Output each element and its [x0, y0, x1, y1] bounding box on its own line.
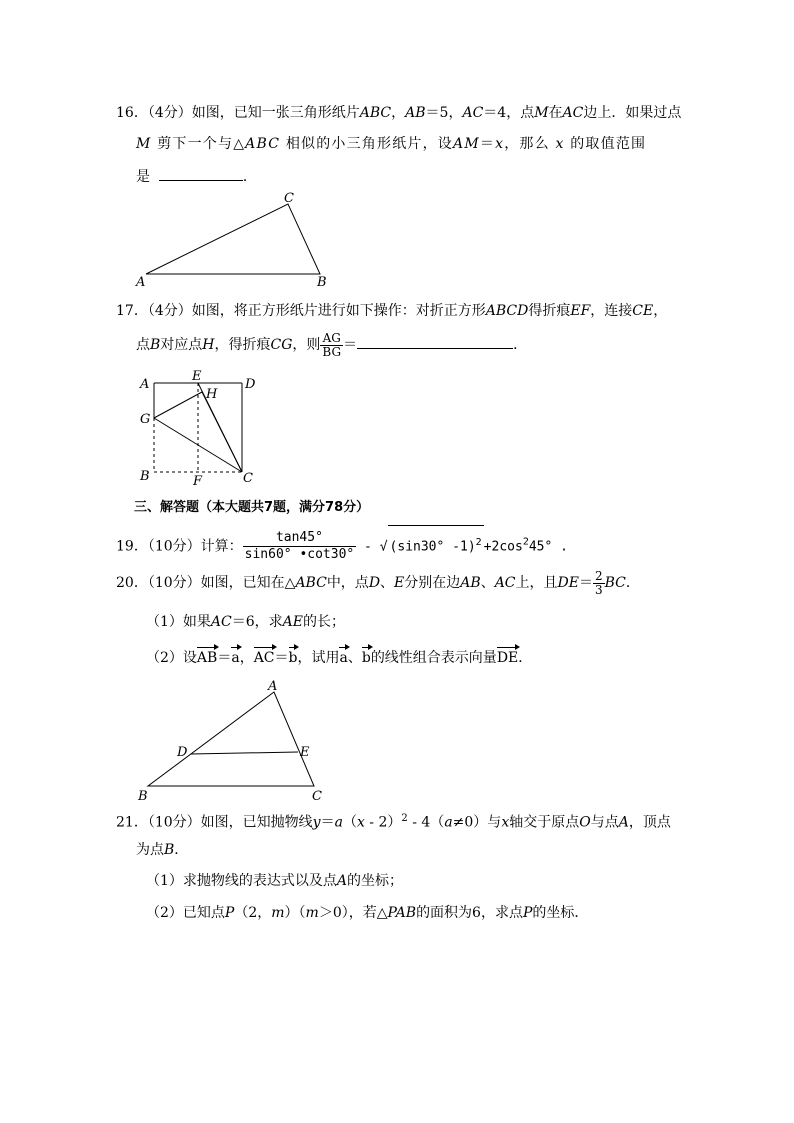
- q17-label-g: G: [140, 412, 151, 427]
- q20-label-b: B: [138, 789, 148, 804]
- q16-line2: M 剪下一个与△ABC 相似的小三角形纸片，设AM＝x，那么 x 的取值范围: [136, 136, 647, 152]
- q17-label-e: E: [192, 369, 202, 384]
- q16-triangle-figure: [130, 190, 340, 292]
- answer-blank[interactable]: [357, 334, 513, 349]
- q20-label-c: C: [312, 789, 322, 804]
- q20-label-e: E: [300, 745, 310, 760]
- q17-line2: 点B对应点H，得折痕CG，则 $\frac{AG}{BG}$ ＝ ．: [136, 330, 528, 359]
- q16-label-a: A: [136, 275, 146, 290]
- q21-part2: （2）已知点P（2，m）（m＞0），若△PAB的面积为6，求点P的坐标．: [146, 905, 589, 921]
- q17-fraction: $\frac{AG}{BG}$: [322, 330, 342, 359]
- q21-line1: 21．（10分）如图，已知抛物线y＝a（x - 2）$^2$ - 4（a≠0）与x轴交于原点O与点A，顶点: [116, 813, 671, 831]
- q17-label-c: C: [243, 471, 253, 486]
- q16-line1: 16．（4分）如图，已知一张三角形纸片ABC，AB＝5，AC＝4，点M在AC边上．如果过点: [116, 105, 682, 121]
- q16-label-c: C: [284, 191, 294, 206]
- answer-blank[interactable]: [159, 166, 243, 181]
- q21-line2: 为点B．: [136, 842, 189, 858]
- q20-triangle-figure: [130, 676, 340, 804]
- q16-line3: 是 ．: [136, 166, 257, 187]
- q19-line: 19．（10分）计算： $\frac{\tan 45^\circ}{\sin 60^\circ •\cot 30^\circ}$ - √ (sin30° $-1)^2 +2\cos^245^\circ$ .: [116, 525, 568, 559]
- q17-label-h: H: [206, 387, 218, 402]
- q17-line1: 17．（4分）如图，将正方形纸片进行如下操作：对折正方形ABCD得折痕EF，连接CE，: [116, 303, 668, 319]
- q20-label-d: D: [177, 745, 188, 760]
- q19-fraction: $\frac{\tan 45^\circ}{\sin 60^\circ •\cot 30^\circ}$: [244, 529, 355, 562]
- q20-label-a: A: [268, 679, 278, 694]
- q17-label-b: B: [140, 469, 150, 484]
- q17-square-figure: [134, 368, 264, 488]
- q20-part1: （1）如果AC＝6，求AE的长；: [146, 614, 346, 630]
- q19-radical: (sin30° -1)$^2$: [388, 525, 484, 564]
- q20-line1: 20．（10分）如图，已知在△ABC中，点D、E分别在边AB、AC上，且DE＝ $\frac{2}{3}$ BC．: [116, 568, 640, 597]
- q20-fraction: $\frac{2}{3}$: [594, 568, 603, 597]
- q17-label-d: D: [245, 377, 256, 392]
- q20-part2: （2）设AB＝a，AC＝b，试用a、b的线性组合表示向量DE．: [146, 650, 533, 666]
- q17-label-f: F: [193, 474, 203, 488]
- q21-part1: （1）求抛物线的表达式以及点A的坐标；: [146, 873, 404, 889]
- q17-label-a: A: [140, 377, 150, 392]
- q16-label-b: B: [317, 275, 327, 290]
- section-title: 三、解答题（本大题共7题，满分78分）: [134, 500, 370, 515]
